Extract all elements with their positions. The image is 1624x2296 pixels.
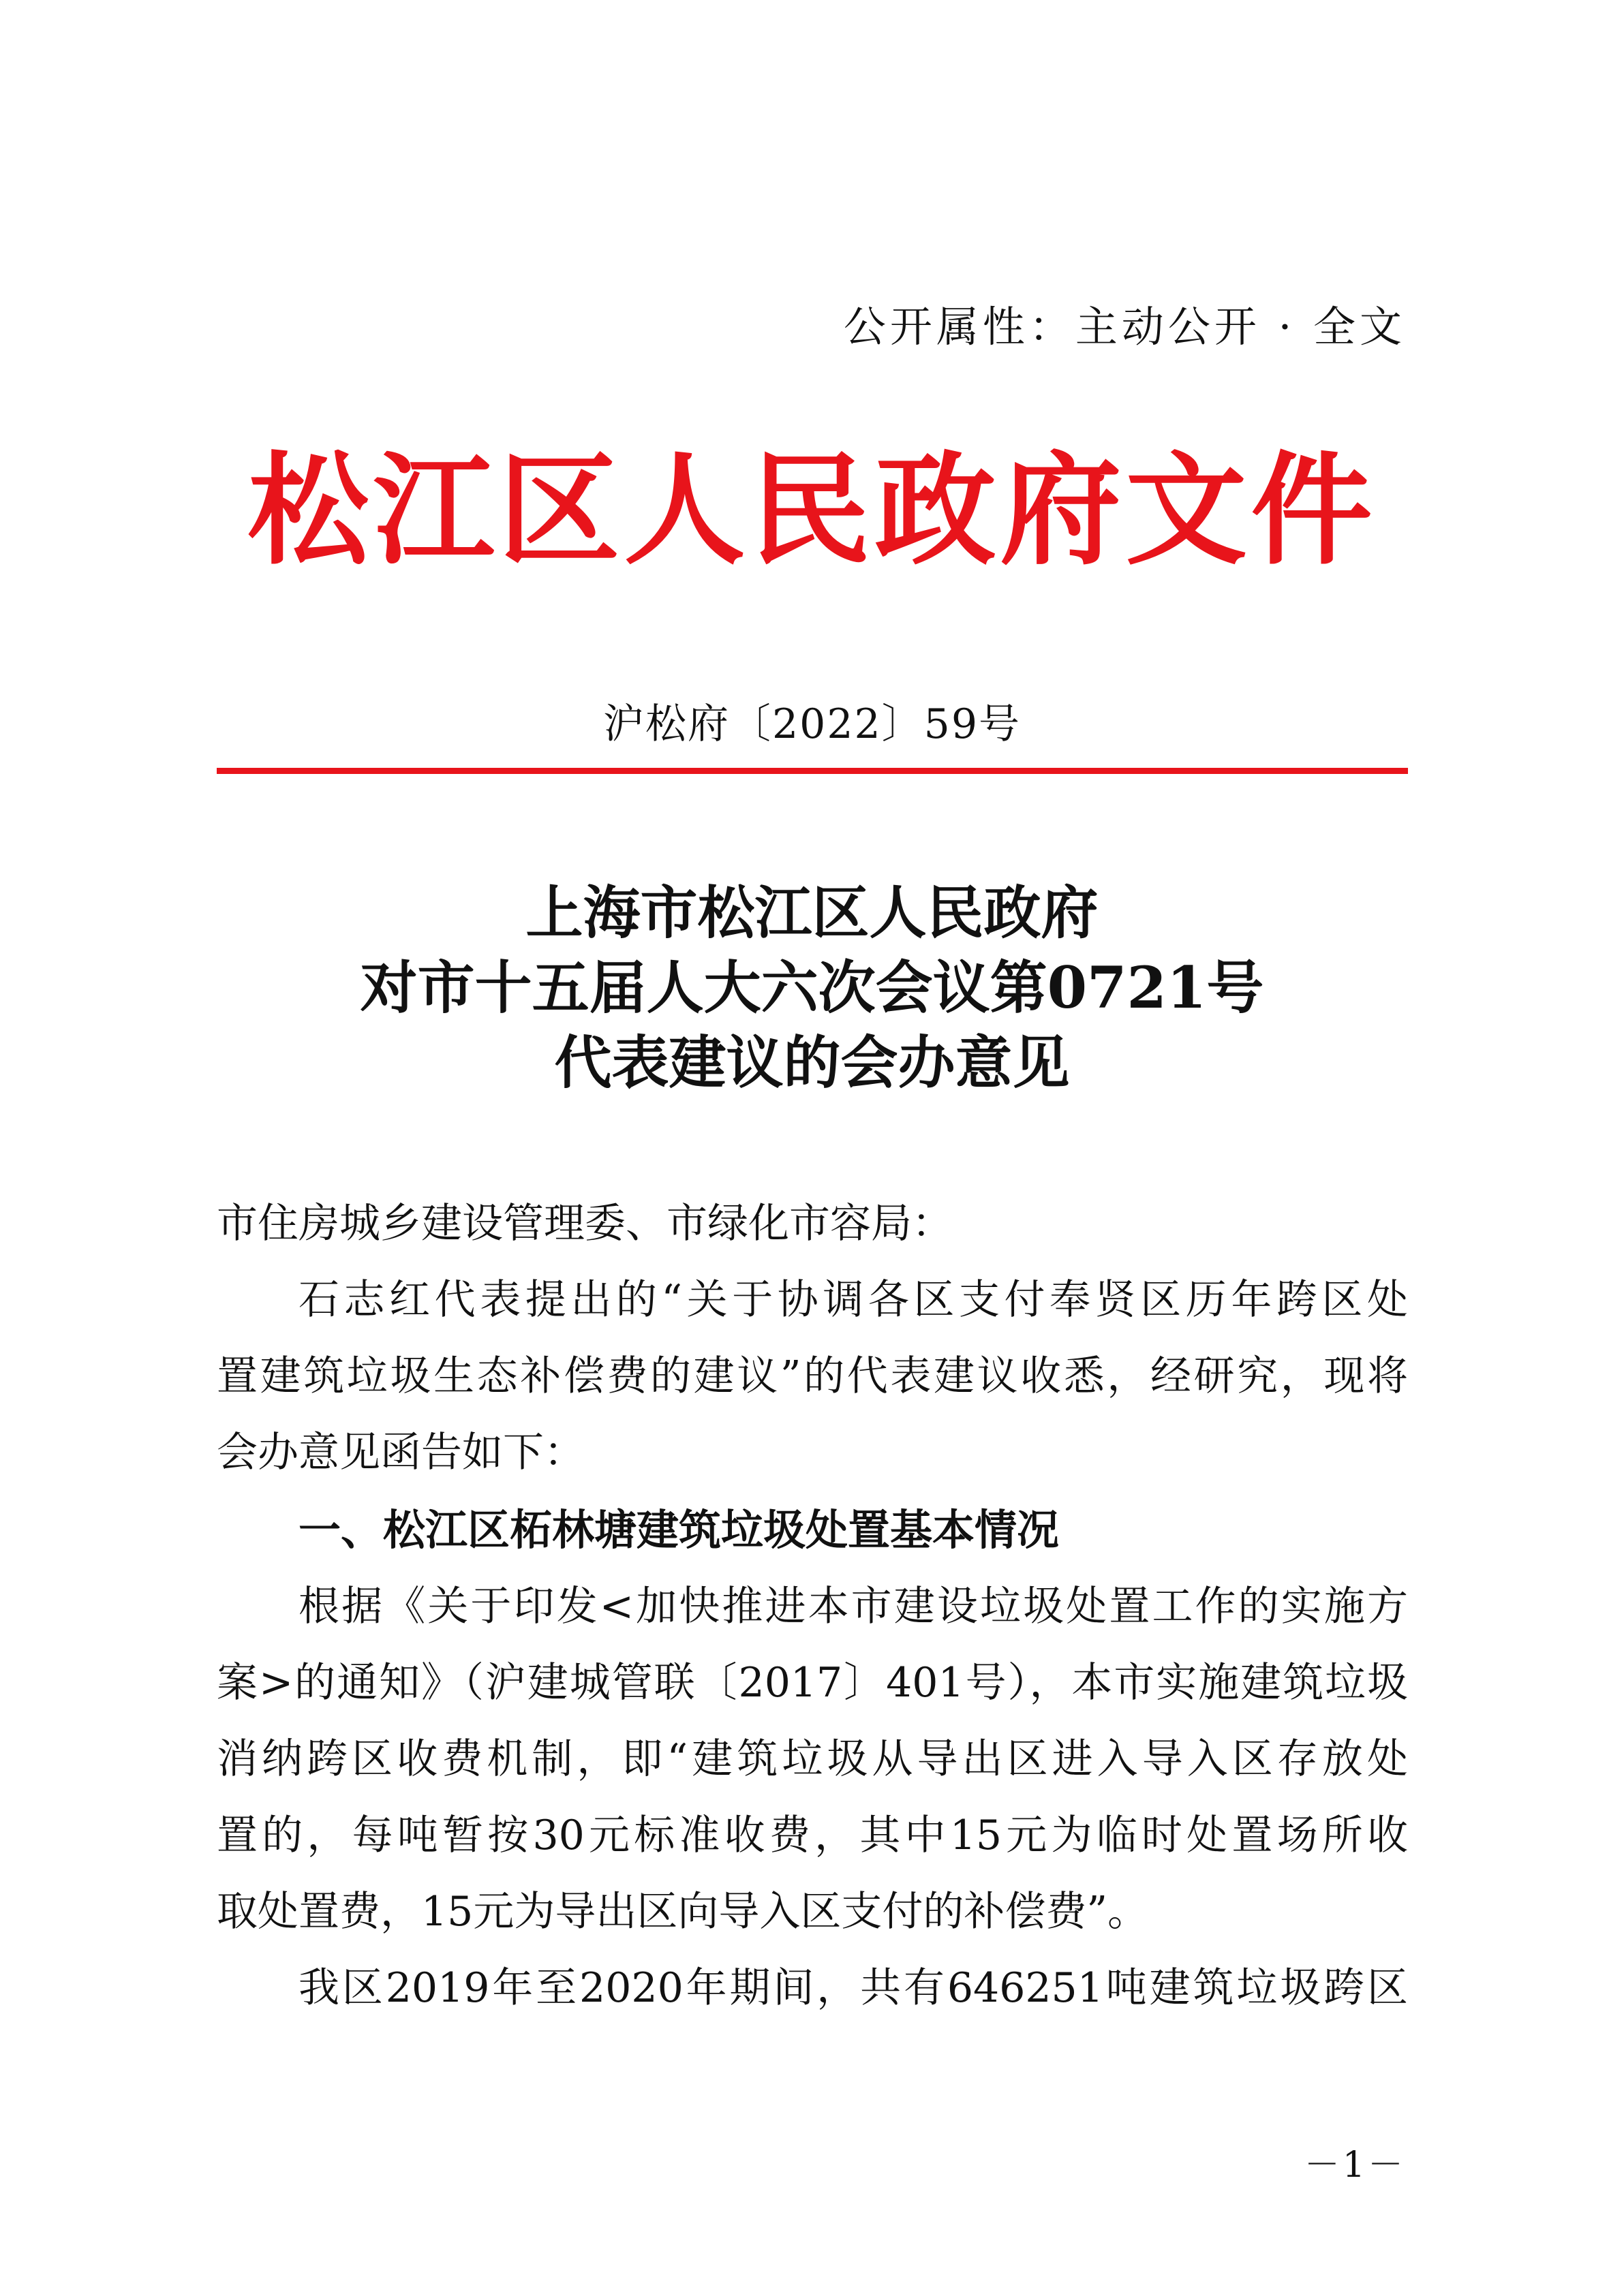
title-line-2: 对市十五届人大六次会议第0721号	[360, 954, 1264, 1021]
paragraph-2-line: 案>的通知》（沪建城管联〔2017〕401号），本市实施建筑垃圾	[217, 1659, 1408, 1707]
document-header: 松江区人民政府文件	[247, 439, 1377, 581]
paragraph-2	[217, 1568, 1408, 1950]
paragraph-2-line: 取处置费，15元为导出区向导入区支付的补偿费”。	[217, 1888, 1149, 1936]
paragraph-2-line: 根据《关于印发<加快推进本市建设垃圾处置工作的实施方	[298, 1583, 1408, 1630]
paragraph-2-line: 消纳跨区收费机制，即“建筑垃圾从导出区进入导入区存放处	[217, 1735, 1408, 1783]
title-line-1: 上海市松江区人民政府	[525, 879, 1099, 946]
disclosure-attribute: 公开属性：主动公开 · 全文	[843, 302, 1406, 352]
paragraph-2-line: 置的，每吨暂按30元标准收费，其中15元为临时处置场所收	[217, 1812, 1408, 1859]
red-divider	[217, 768, 1408, 774]
paragraph-1-line: 置建筑垃圾生态补偿费的建议”的代表建议收悉，经研究，现将	[217, 1352, 1408, 1400]
page-number: －1－	[1304, 2145, 1406, 2186]
title-line-3: 代表建议的会办意见	[554, 1029, 1070, 1096]
section-1-heading: 一、松江区柘林塘建筑垃圾处置基本情况	[298, 1505, 1060, 1555]
paragraph-3-line: 我区2019年至2020年期间，共有646251吨建筑垃圾跨区	[298, 1964, 1408, 2012]
document-number: 沪松府〔2022〕59号	[602, 700, 1022, 748]
paragraph-1	[217, 1262, 1408, 1491]
addressee: 市住房城乡建设管理委、市绿化市容局：	[217, 1200, 953, 1247]
paragraph-1-line: 会办意见函告如下：	[217, 1429, 585, 1476]
paragraph-1-line: 石志红代表提出的“关于协调各区支付奉贤区历年跨区处	[298, 1276, 1408, 1324]
paragraph-3	[217, 1950, 1408, 2026]
document-title	[0, 875, 1624, 1100]
